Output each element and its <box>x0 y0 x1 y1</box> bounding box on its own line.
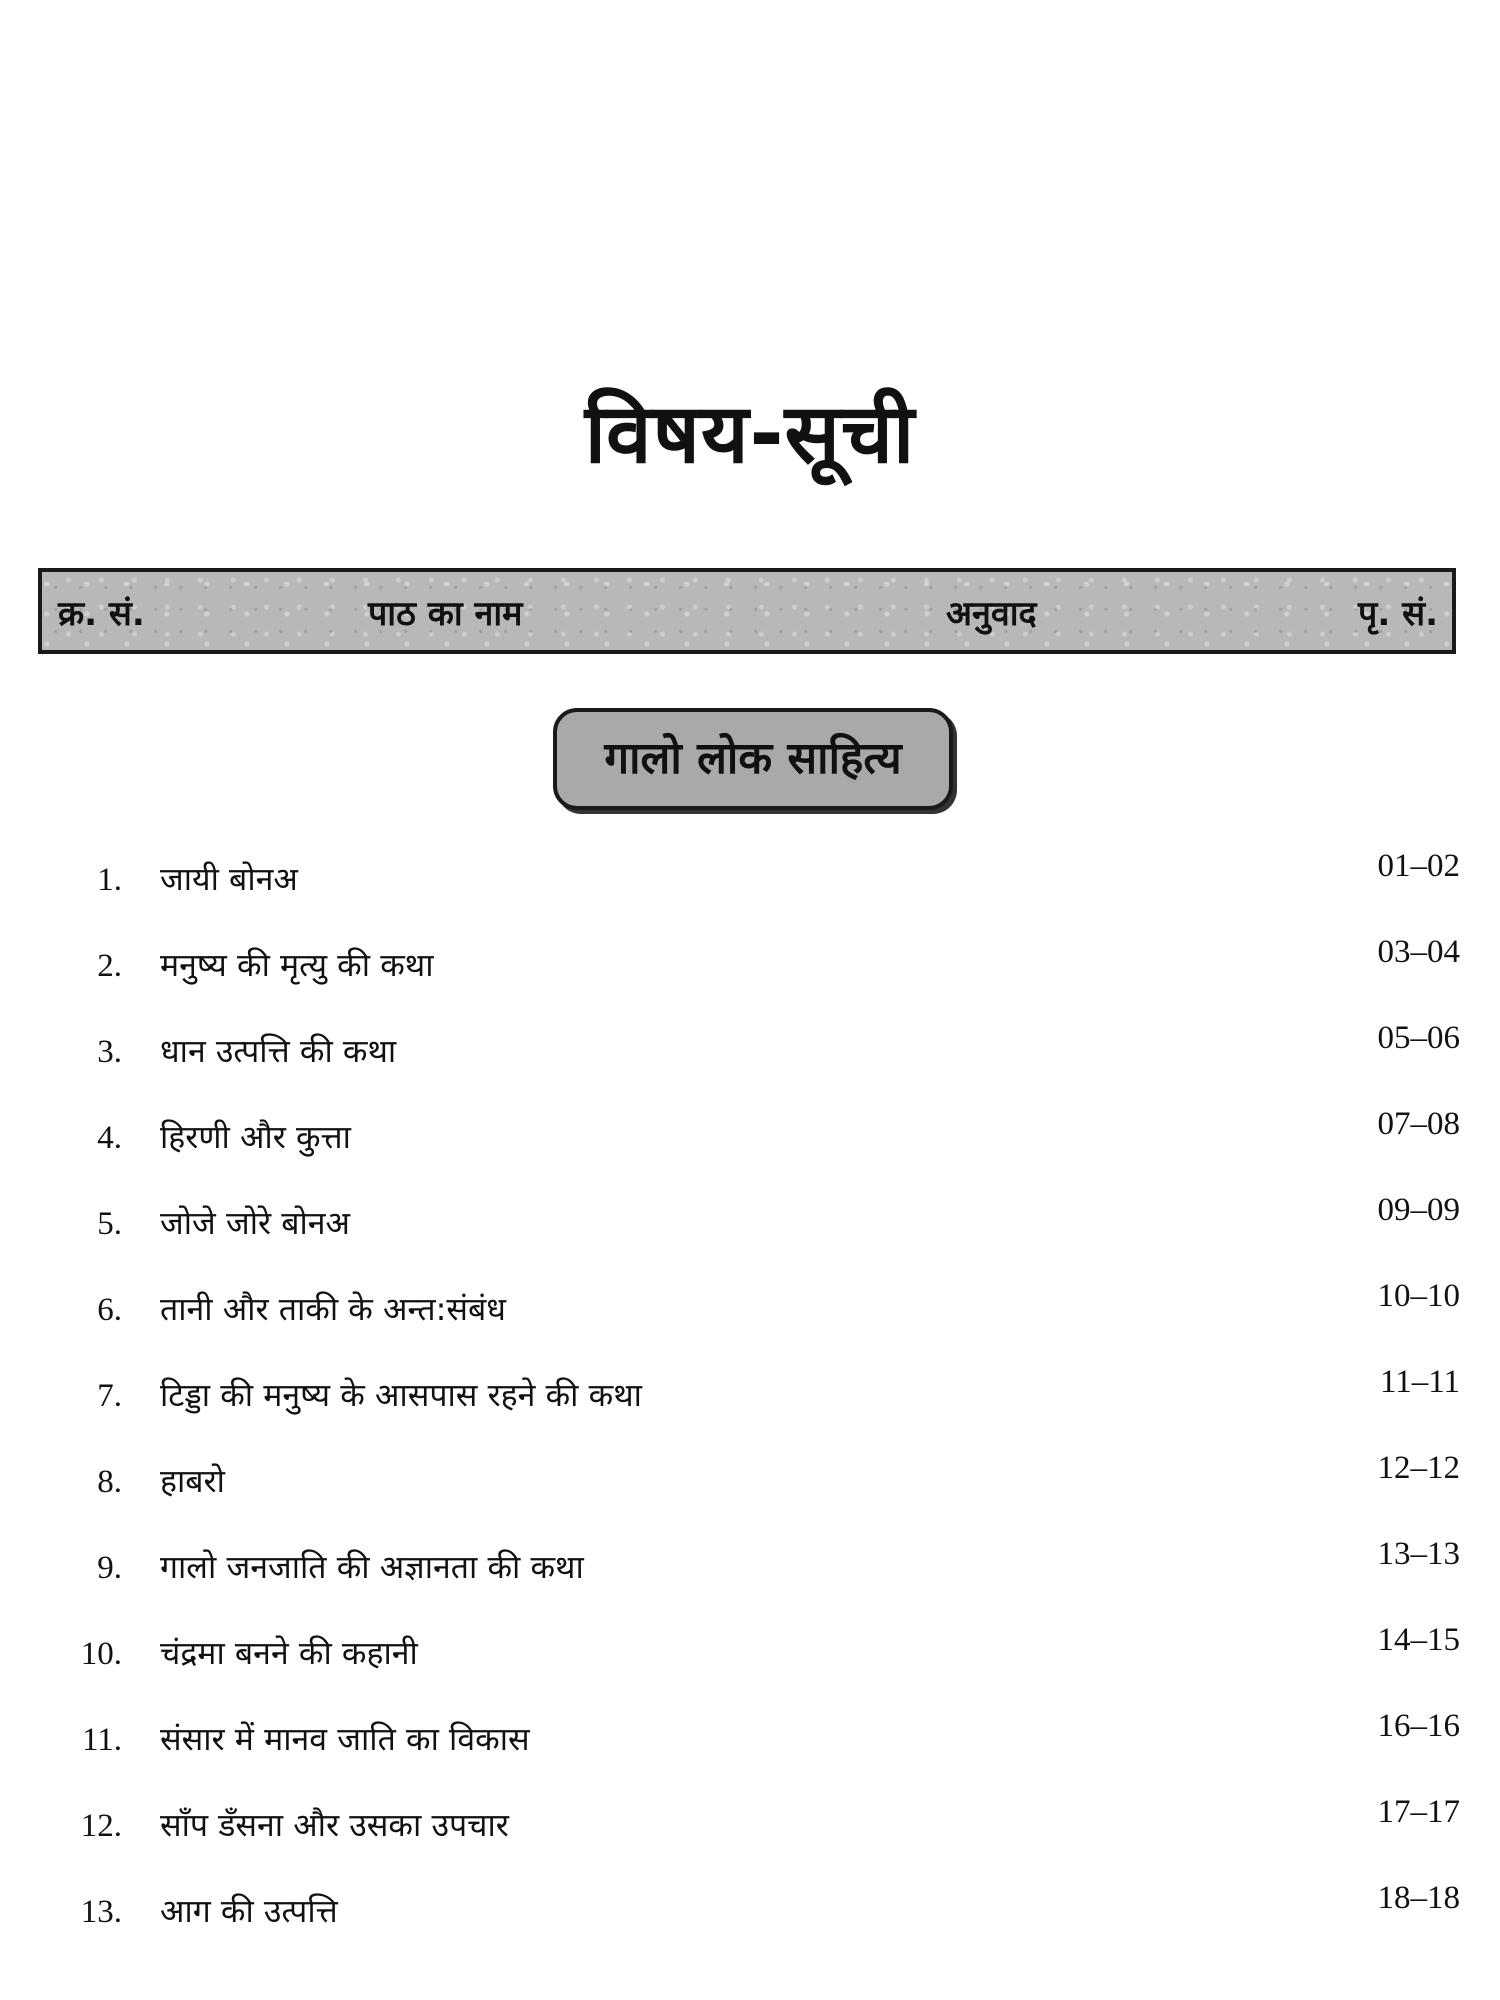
entry-title: गालो जनजाति की अज्ञानता की कथा <box>160 1548 584 1586</box>
entry-pages: 07–08 <box>1377 1106 1460 1142</box>
toc-entry[interactable] <box>0 1534 1500 1620</box>
toc-entry[interactable] <box>0 1190 1500 1276</box>
entry-number: 5. <box>97 1206 122 1242</box>
entry-pages: 10–10 <box>1377 1278 1460 1314</box>
toc-entry[interactable] <box>0 1018 1500 1104</box>
toc-entry[interactable] <box>0 932 1500 1018</box>
entry-pages: 11–11 <box>1379 1364 1460 1400</box>
toc-entry[interactable] <box>0 1620 1500 1706</box>
entry-title: हिरणी और कुत्ता <box>160 1118 351 1156</box>
entry-number: 12. <box>80 1808 122 1844</box>
entry-title: हाबरो <box>160 1462 225 1500</box>
toc-entry[interactable] <box>0 1448 1500 1534</box>
entry-pages: 09–09 <box>1377 1192 1460 1228</box>
entry-pages: 05–06 <box>1377 1020 1460 1056</box>
entry-number: 4. <box>97 1120 122 1156</box>
entry-title: तानी और ताकी के अन्त:संबंध <box>160 1290 506 1328</box>
entry-number: 9. <box>97 1550 122 1586</box>
toc-entry[interactable] <box>0 846 1500 932</box>
entry-pages: 17–17 <box>1377 1794 1460 1830</box>
header-lesson-name: पाठ का नाम <box>368 594 523 634</box>
entry-number: 8. <box>97 1464 122 1500</box>
entry-pages: 12–12 <box>1377 1450 1460 1486</box>
toc-entry[interactable] <box>0 1362 1500 1448</box>
entry-pages: 16–16 <box>1377 1708 1460 1744</box>
entry-number: 10. <box>80 1636 122 1672</box>
header-serial: क्र. सं. <box>58 594 145 634</box>
entry-title: जायी बोनअ <box>160 860 298 898</box>
entry-title: धान उत्पत्ति की कथा <box>160 1032 397 1070</box>
entry-number: 3. <box>97 1034 122 1070</box>
entry-title: जोजे जोरे बोनअ <box>160 1204 351 1242</box>
page-title: विषय-सूची <box>584 387 916 482</box>
toc-header-bar <box>38 568 1456 654</box>
entry-pages: 13–13 <box>1377 1536 1460 1572</box>
header-page-number: पृ. सं. <box>1358 594 1438 634</box>
entry-number: 11. <box>81 1722 122 1758</box>
entry-number: 13. <box>80 1894 122 1930</box>
entry-title: आग की उत्पत्ति <box>160 1892 338 1930</box>
entry-number: 2. <box>97 948 122 984</box>
section-heading: गालो लोक साहित्य <box>553 708 953 810</box>
toc-entry[interactable] <box>0 1878 1500 1964</box>
header-translation: अनुवाद <box>946 594 1037 634</box>
entry-title: साँप डँसना और उसका उपचार <box>160 1806 509 1844</box>
entry-pages: 03–04 <box>1377 934 1460 970</box>
toc-entry[interactable] <box>0 1706 1500 1792</box>
entry-number: 7. <box>97 1378 122 1414</box>
entry-pages: 14–15 <box>1377 1622 1460 1658</box>
entry-number: 1. <box>97 862 122 898</box>
entry-title: मनुष्य की मृत्यु की कथा <box>160 946 434 984</box>
entry-title: संसार में मानव जाति का विकास <box>160 1720 530 1758</box>
toc-entry[interactable] <box>0 1276 1500 1362</box>
toc-entry[interactable] <box>0 1792 1500 1878</box>
toc-entry[interactable] <box>0 1104 1500 1190</box>
toc-list <box>0 846 1500 1964</box>
entry-number: 6. <box>97 1292 122 1328</box>
entry-title: टिड्डा की मनुष्य के आसपास रहने की कथा <box>160 1376 642 1414</box>
entry-pages: 18–18 <box>1377 1880 1460 1916</box>
entry-pages: 01–02 <box>1377 848 1460 884</box>
entry-title: चंद्रमा बनने की कहानी <box>160 1634 418 1672</box>
